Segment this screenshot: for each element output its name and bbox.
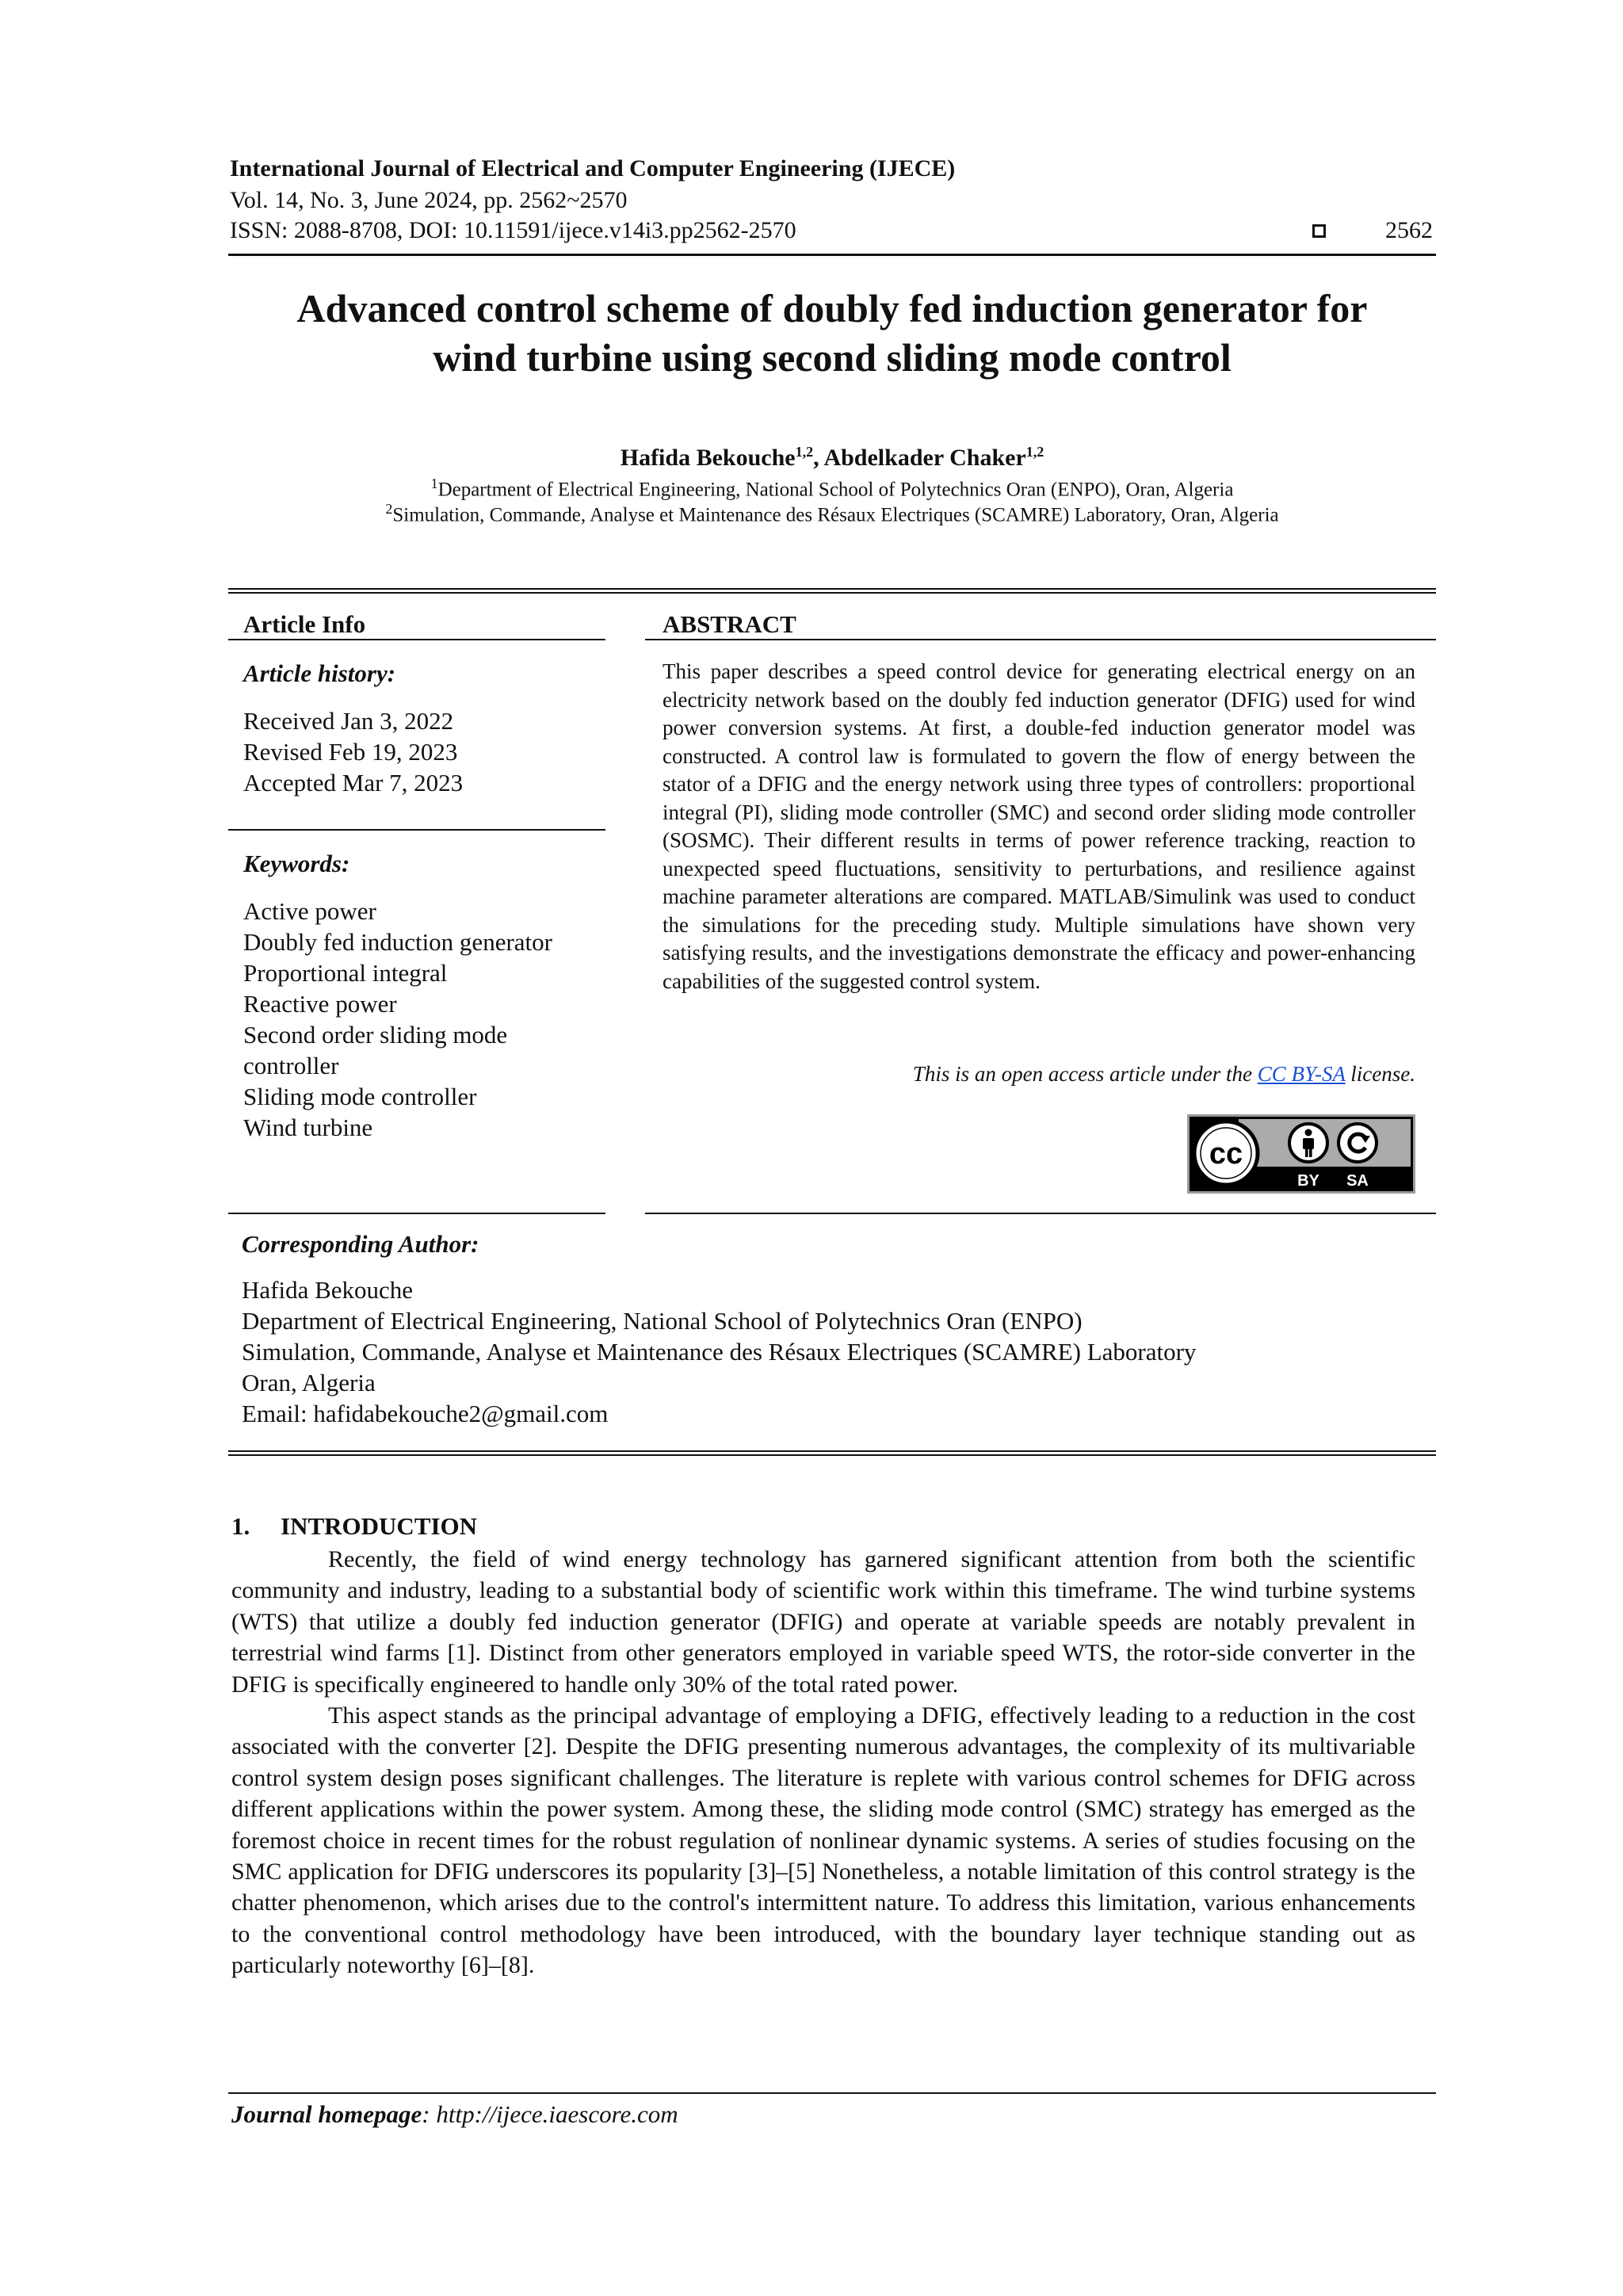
square-bullet-icon bbox=[1312, 224, 1326, 238]
abstract-bottom-rule bbox=[645, 1213, 1436, 1214]
share-alike-icon bbox=[1338, 1124, 1377, 1162]
affiliation-mark: 1 bbox=[430, 476, 438, 491]
corresponding-author-department: Department of Electrical Engineering, National School of Polytechnics Oran (ENPO) bbox=[242, 1307, 1083, 1335]
cc-icon bbox=[1194, 1121, 1258, 1185]
corresponding-author-heading: Corresponding Author: bbox=[242, 1230, 479, 1258]
attribution-icon bbox=[1289, 1124, 1327, 1162]
author-name: Abdelkader Chaker bbox=[823, 445, 1026, 471]
page-number: 2562 bbox=[1385, 217, 1433, 243]
abstract-text: This paper describes a speed control device for generating electrical energy on an electricity network based on the doubly fed induction generator (DFIG) used for wind power conversion systems. At first, a double-fed induction generator model was constructed. A control law is formulated to govern the flow of energy between the stator of a DFIG and the energy network using three types of controllers: proportional integral (PI), sliding mode controller (SMC) and second order sliding mode controller (SOSMC). Their different results in terms of power reference tracking, reaction to unexpected speed fluctuations, sensitivity to perturbations, and resilience against machine parameter alterations are compared. MATLAB/Simulink was used to conduct the simulations for the preceding study. Multiple simulations have shown very satisfying results, and the investigations demonstrate the efficacy and power-enhancing capabilities of the suggested control system. bbox=[663, 659, 1415, 993]
badge-by-label: BY bbox=[1297, 1172, 1319, 1190]
abstract-rule bbox=[645, 639, 1436, 640]
infobox-bottom-rule bbox=[228, 1450, 1436, 1452]
history-accepted: Accepted Mar 7, 2023 bbox=[243, 769, 464, 797]
issn-doi: ISSN: 2088-8708, DOI: 10.11591/ijece.v14i3.pp2562-2570 bbox=[230, 217, 796, 243]
keyword-item: Second order sliding mode bbox=[243, 1021, 508, 1049]
affiliation-text: Department of Electrical Engineering, National School of Polytechnics Oran (ENPO), Oran, Algeria bbox=[437, 479, 1234, 501]
introduction-paragraph: Recently, the field of wind energy technology has garnered significant attention from both the scientific community and industry, leading to a substantial body of scientific work within this timeframe. The wind turbine systems (WTS) that utilize a doubly fed induction generator (DFIG) and operate at variable speeds are notably prevalent in terrestrial wind farms [1]. Distinct from other generators employed in variable speed WTS, the rotor-side converter in the DFIG is specifically engineered to handle only 30% of the total rated power. bbox=[231, 1546, 1415, 1698]
affiliation-text: Simulation, Commande, Analyse et Maintenance des Résaux Electriques (SCAMRE) Laboratory, Oran, Algeria bbox=[392, 504, 1279, 526]
keyword-item: Doubly fed induction generator bbox=[243, 928, 552, 956]
infobox-top-rule bbox=[228, 588, 1436, 590]
infobox-top-rule-inner bbox=[228, 592, 1436, 594]
history-received: Received Jan 3, 2022 bbox=[243, 707, 454, 735]
author-affiliation-mark: 1,2 bbox=[795, 444, 814, 460]
keyword-item: Wind turbine bbox=[243, 1114, 373, 1141]
journal-homepage-url: : http://ijece.iaescore.com bbox=[422, 2100, 678, 2128]
affiliation-mark: 2 bbox=[385, 501, 393, 517]
header-rule bbox=[228, 254, 1436, 256]
corresponding-author-laboratory: Simulation, Commande, Analyse et Maintenance des Résaux Electriques (SCAMRE) Laboratory bbox=[242, 1338, 1197, 1366]
keyword-item: Sliding mode controller bbox=[243, 1083, 477, 1110]
article-info-rule bbox=[228, 639, 605, 640]
corresponding-author-email: Email: hafidabekouche2@gmail.com bbox=[242, 1400, 609, 1427]
keyword-item: Proportional integral bbox=[243, 959, 448, 987]
author-affiliation-mark: 1,2 bbox=[1025, 444, 1044, 460]
introduction-body bbox=[231, 1544, 1415, 1981]
infobox-bottom-rule-inner bbox=[228, 1454, 1436, 1456]
keywords-rule bbox=[228, 829, 605, 831]
author-name: Hafida Bekouche bbox=[620, 445, 796, 471]
license-note bbox=[913, 1062, 1415, 1087]
article-history-heading: Article history: bbox=[243, 659, 396, 687]
keyword-item: controller bbox=[243, 1052, 339, 1079]
keyword-item: Active power bbox=[243, 897, 376, 925]
affiliation-2 bbox=[230, 501, 1434, 526]
badge-sa-label: SA bbox=[1346, 1172, 1369, 1190]
abstract-heading: ABSTRACT bbox=[663, 610, 796, 638]
affiliation-1 bbox=[230, 476, 1434, 501]
title-line-1: Advanced control scheme of doubly fed induction generator for bbox=[296, 286, 1368, 330]
introduction-heading: 1. INTRODUCTION bbox=[231, 1512, 478, 1540]
license-link[interactable]: CC BY-SA bbox=[1257, 1062, 1346, 1086]
history-revised: Revised Feb 19, 2023 bbox=[243, 738, 458, 766]
introduction-paragraph: This aspect stands as the principal advantage of employing a DFIG, effectively leading to a reduction in the cost associated with the converter [2]. Despite the DFIG presenting numerous advantages, the complexity of its multivariable control system design poses significant challenges. The literature is replete with various control schemes for DFIG across different applications within the power system. Among these, the sliding mode control (SMC) strategy has emerged as the foremost choice in recent times for the robust regulation of nonlinear dynamic systems. A series of studies focusing on the SMC application for DFIG underscores its popularity [3]–[5] Nonetheless, a notable limitation of this control strategy is the chatter phenomenon, which arises due to the control's intermittent nature. To address this limitation, various enhancements to the conventional control methodology have been introduced, with the boundary layer technique standing out as particularly noteworthy [6]–[8]. bbox=[231, 1702, 1415, 1979]
journal-homepage bbox=[231, 2100, 678, 2129]
footer-rule bbox=[228, 2092, 1436, 2094]
keywords-list bbox=[243, 896, 552, 1143]
article-info-heading: Article Info bbox=[243, 610, 366, 638]
article-history-list bbox=[243, 705, 463, 798]
cc-badge-graphic bbox=[1190, 1117, 1413, 1191]
volume-info: Vol. 14, No. 3, June 2024, pp. 2562~2570 bbox=[230, 187, 628, 213]
keywords-heading: Keywords: bbox=[243, 850, 350, 877]
keyword-item: Reactive power bbox=[243, 990, 397, 1018]
journal-homepage-label: Journal homepage bbox=[231, 2100, 422, 2128]
corresponding-author-location: Oran, Algeria bbox=[242, 1369, 376, 1396]
license-prefix: This is an open access article under the bbox=[912, 1062, 1258, 1086]
cc-by-sa-badge[interactable] bbox=[1187, 1114, 1415, 1194]
cc-icon-text: cc bbox=[1209, 1137, 1243, 1171]
title-line-2: wind turbine using second sliding mode control bbox=[433, 335, 1232, 380]
journal-name: International Journal of Electrical and Computer Engineering (IJECE) bbox=[230, 155, 956, 181]
corresponding-author-name: Hafida Bekouche bbox=[242, 1276, 414, 1304]
license-suffix: license. bbox=[1345, 1062, 1415, 1086]
article-info-bottom-rule bbox=[228, 1213, 605, 1214]
author-separator: , bbox=[813, 445, 824, 471]
author-list bbox=[230, 444, 1434, 472]
paper-title bbox=[230, 284, 1434, 382]
